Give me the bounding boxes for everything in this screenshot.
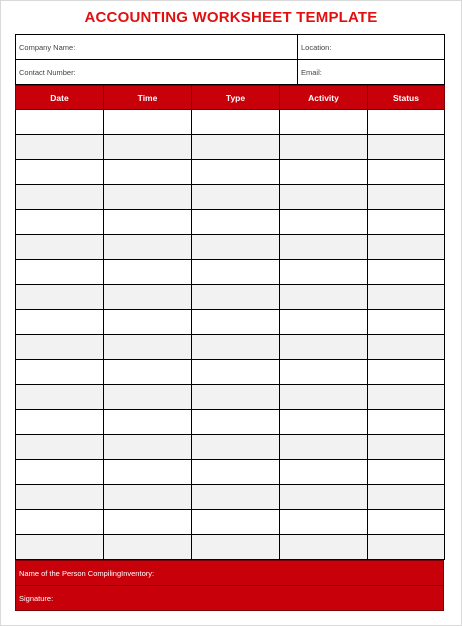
column-header-date: Date (16, 86, 104, 110)
table-row (16, 310, 445, 335)
time-cell[interactable] (104, 410, 192, 435)
signature-field[interactable] (16, 586, 444, 611)
info-table (15, 34, 445, 85)
activity-cell[interactable] (280, 310, 368, 335)
status-cell[interactable] (368, 110, 445, 135)
date-cell[interactable] (16, 285, 104, 310)
status-cell[interactable] (368, 410, 445, 435)
table-row (16, 110, 445, 135)
status-cell[interactable] (368, 185, 445, 210)
time-cell[interactable] (104, 510, 192, 535)
table-row (16, 235, 445, 260)
table-row (16, 160, 445, 185)
time-cell[interactable] (104, 210, 192, 235)
type-cell[interactable] (192, 485, 280, 510)
date-cell[interactable] (16, 110, 104, 135)
type-cell[interactable] (192, 260, 280, 285)
date-cell[interactable] (16, 185, 104, 210)
log-table (15, 85, 445, 560)
table-row (16, 360, 445, 385)
date-cell[interactable] (16, 485, 104, 510)
log-rows (16, 110, 445, 560)
email-field[interactable] (298, 60, 445, 85)
activity-cell[interactable] (280, 235, 368, 260)
status-cell[interactable] (368, 310, 445, 335)
time-cell[interactable] (104, 260, 192, 285)
location-label: Location: (301, 42, 332, 52)
table-row (16, 260, 445, 285)
status-cell[interactable] (368, 135, 445, 160)
date-cell[interactable] (16, 460, 104, 485)
activity-cell[interactable] (280, 260, 368, 285)
activity-cell[interactable] (280, 160, 368, 185)
status-cell[interactable] (368, 485, 445, 510)
contact-number-field[interactable] (16, 60, 298, 85)
type-cell[interactable] (192, 160, 280, 185)
type-cell[interactable] (192, 435, 280, 460)
time-cell[interactable] (104, 335, 192, 360)
table-row (16, 535, 445, 560)
column-header-activity: Activity (280, 86, 368, 110)
activity-cell[interactable] (280, 410, 368, 435)
activity-cell[interactable] (280, 135, 368, 160)
date-cell[interactable] (16, 210, 104, 235)
type-cell[interactable] (192, 360, 280, 385)
activity-cell[interactable] (280, 510, 368, 535)
time-cell[interactable] (104, 460, 192, 485)
table-row (16, 335, 445, 360)
date-cell[interactable] (16, 510, 104, 535)
compiler-name-label: Name of the Person CompilingInventory: (19, 568, 155, 578)
activity-cell[interactable] (280, 435, 368, 460)
activity-cell[interactable] (280, 285, 368, 310)
column-header-status: Status (368, 86, 445, 110)
worksheet (15, 34, 444, 611)
type-cell[interactable] (192, 460, 280, 485)
date-cell[interactable] (16, 235, 104, 260)
time-cell[interactable] (104, 485, 192, 510)
signature-label: Signature: (19, 593, 54, 603)
type-cell[interactable] (192, 135, 280, 160)
table-row (16, 285, 445, 310)
table-row (16, 210, 445, 235)
date-cell[interactable] (16, 410, 104, 435)
table-row (16, 185, 445, 210)
activity-cell[interactable] (280, 110, 368, 135)
status-cell[interactable] (368, 385, 445, 410)
activity-cell[interactable] (280, 535, 368, 560)
date-cell[interactable] (16, 360, 104, 385)
type-cell[interactable] (192, 310, 280, 335)
status-cell[interactable] (368, 210, 445, 235)
status-cell[interactable] (368, 235, 445, 260)
status-cell[interactable] (368, 435, 445, 460)
status-cell[interactable] (368, 335, 445, 360)
type-cell[interactable] (192, 185, 280, 210)
table-row (16, 135, 445, 160)
activity-cell[interactable] (280, 185, 368, 210)
date-cell[interactable] (16, 535, 104, 560)
type-cell[interactable] (192, 535, 280, 560)
status-cell[interactable] (368, 535, 445, 560)
time-cell[interactable] (104, 310, 192, 335)
company-name-label: Company Name: (19, 42, 76, 52)
type-cell[interactable] (192, 210, 280, 235)
type-cell[interactable] (192, 410, 280, 435)
activity-cell[interactable] (280, 385, 368, 410)
date-cell[interactable] (16, 160, 104, 185)
status-cell[interactable] (368, 460, 445, 485)
status-cell[interactable] (368, 510, 445, 535)
table-row (16, 460, 445, 485)
activity-cell[interactable] (280, 485, 368, 510)
email-label: Email: (301, 67, 322, 77)
status-cell[interactable] (368, 260, 445, 285)
time-cell[interactable] (104, 185, 192, 210)
activity-cell[interactable] (280, 460, 368, 485)
table-row (16, 435, 445, 460)
worksheet-title: ACCOUNTING WORKSHEET TEMPLATE (84, 9, 378, 26)
column-header-type: Type (192, 86, 280, 110)
time-cell[interactable] (104, 435, 192, 460)
contact-number-label: Contact Number: (19, 67, 76, 77)
column-header-time: Time (104, 86, 192, 110)
status-cell[interactable] (368, 360, 445, 385)
header-row (16, 86, 445, 110)
type-cell[interactable] (192, 335, 280, 360)
date-cell[interactable] (16, 435, 104, 460)
type-cell[interactable] (192, 285, 280, 310)
time-cell[interactable] (104, 285, 192, 310)
activity-cell[interactable] (280, 360, 368, 385)
location-field[interactable] (298, 35, 445, 60)
status-cell[interactable] (368, 160, 445, 185)
date-cell[interactable] (16, 385, 104, 410)
time-cell[interactable] (104, 385, 192, 410)
time-cell[interactable] (104, 360, 192, 385)
type-cell[interactable] (192, 385, 280, 410)
activity-cell[interactable] (280, 210, 368, 235)
time-cell[interactable] (104, 235, 192, 260)
table-row (16, 410, 445, 435)
table-row (16, 385, 445, 410)
status-cell[interactable] (368, 285, 445, 310)
date-cell[interactable] (16, 310, 104, 335)
table-row (16, 510, 445, 535)
date-cell[interactable] (16, 135, 104, 160)
date-cell[interactable] (16, 335, 104, 360)
time-cell[interactable] (104, 135, 192, 160)
time-cell[interactable] (104, 160, 192, 185)
compiler-name-field[interactable] (16, 561, 444, 586)
time-cell[interactable] (104, 110, 192, 135)
footer-table (15, 560, 444, 611)
activity-cell[interactable] (280, 335, 368, 360)
time-cell[interactable] (104, 535, 192, 560)
type-cell[interactable] (192, 510, 280, 535)
type-cell[interactable] (192, 235, 280, 260)
company-name-field[interactable] (16, 35, 298, 60)
type-cell[interactable] (192, 110, 280, 135)
table-row (16, 485, 445, 510)
date-cell[interactable] (16, 260, 104, 285)
